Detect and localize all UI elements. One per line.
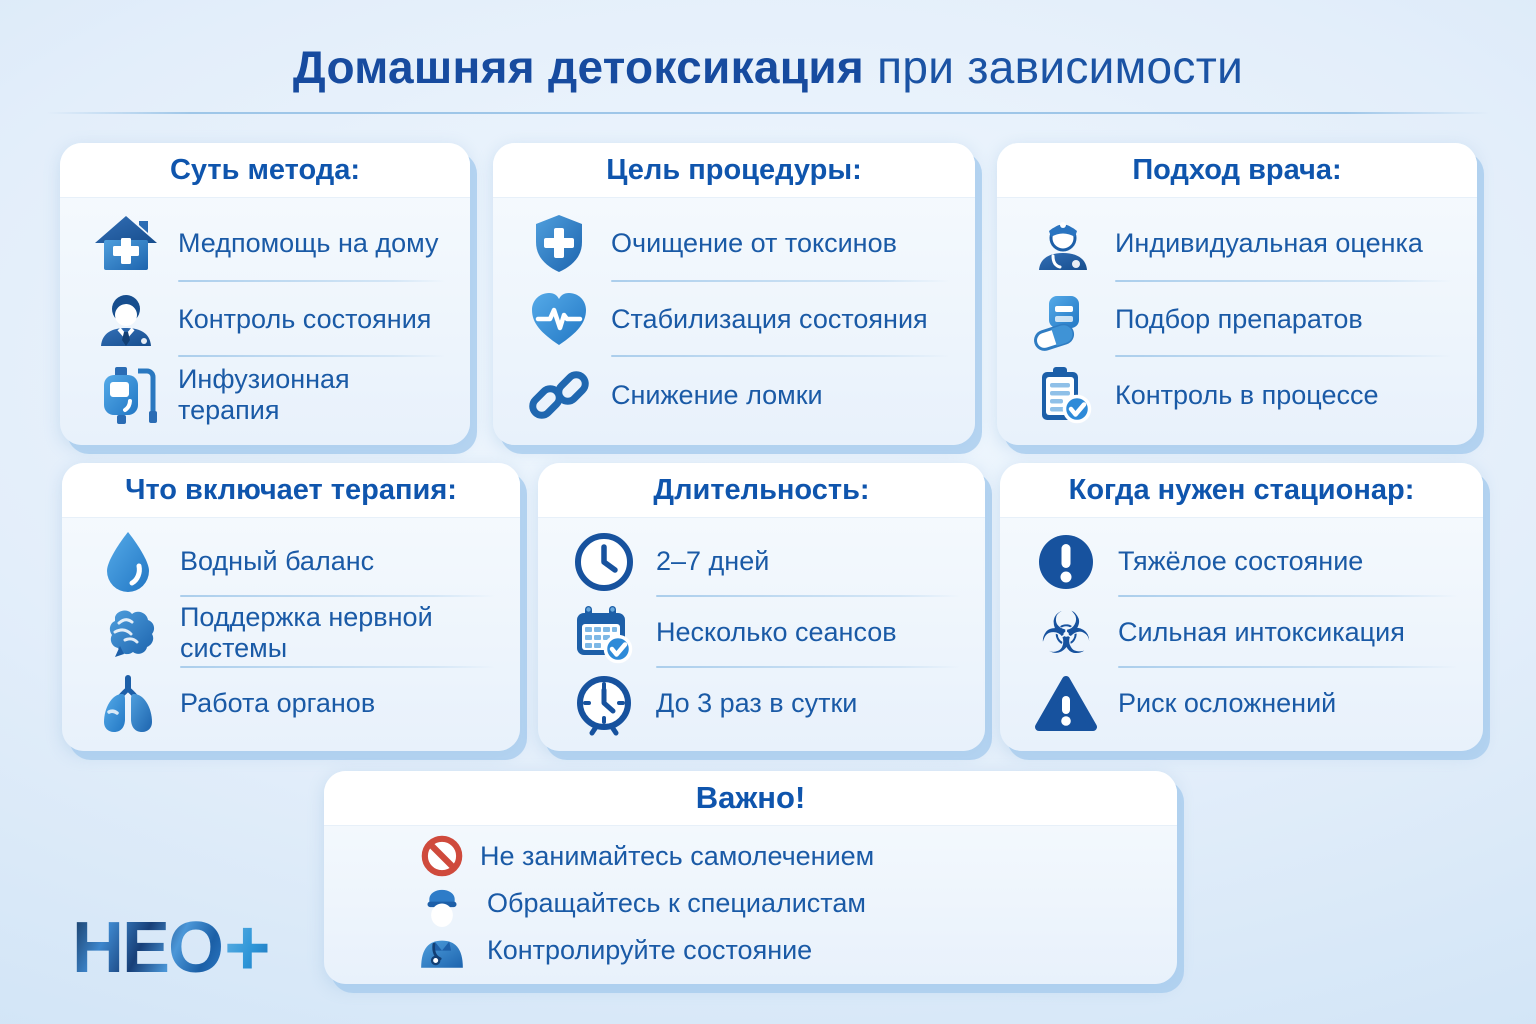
item-label: Сильная интоксикация <box>1118 617 1405 647</box>
card-body <box>324 826 1177 984</box>
doctor-icon <box>94 288 158 352</box>
brand-logo-plus-icon: + <box>224 903 271 992</box>
prohibition-icon <box>420 834 464 878</box>
item-label: Тяжёлое состояние <box>1118 546 1364 576</box>
brain-icon <box>96 601 160 665</box>
card-body <box>60 198 470 445</box>
item-label: Стабилизация состояния <box>611 304 928 334</box>
biohazard-icon: ☣ <box>1040 598 1092 667</box>
item-label: Очищение от токсинов <box>611 228 897 259</box>
card-hospital-needed <box>1000 463 1483 751</box>
exclamation-circle-icon <box>1034 530 1098 594</box>
card-title: Что включает терапия: <box>62 463 520 518</box>
item-label: Подбор препаратов <box>1115 304 1363 334</box>
list-item <box>1034 597 1461 668</box>
item-label: Риск осложнений <box>1118 688 1337 718</box>
item-label: Снижение ломки <box>611 379 823 410</box>
card-procedure-goal <box>493 143 975 445</box>
item-label: Поддержка нервной системы <box>180 601 433 663</box>
chain-icon <box>527 363 591 427</box>
pills-icon <box>1031 288 1095 352</box>
card-title: Важно! <box>324 771 1177 826</box>
item-label: Обращайтесь к специалистам <box>487 888 866 918</box>
list-item <box>94 357 448 433</box>
card-title: Цель процедуры: <box>493 143 975 198</box>
list-item <box>527 357 953 433</box>
list-item <box>94 206 448 282</box>
page-title <box>0 40 1536 94</box>
item-label: 2–7 дней <box>656 546 770 576</box>
item-label: Водный баланс <box>180 546 375 576</box>
list-item <box>96 668 498 739</box>
card-title: Длительность: <box>538 463 985 518</box>
card-duration <box>538 463 985 751</box>
list-item <box>1031 357 1455 433</box>
brand-logo-text: НЕО <box>72 908 223 988</box>
list-item <box>572 526 963 597</box>
card-title: Когда нужен стационар: <box>1000 463 1483 518</box>
brand-logo <box>72 903 271 992</box>
calendar-check-icon <box>572 601 636 665</box>
lungs-icon <box>96 672 160 736</box>
list-item <box>96 526 498 597</box>
card-doctor-approach <box>997 143 1477 445</box>
list-item <box>1031 282 1455 358</box>
card-body <box>1000 518 1483 751</box>
warning-triangle-icon <box>1034 672 1098 736</box>
card-title: Подход врача: <box>997 143 1477 198</box>
item-label: Контроль в процессе <box>1115 379 1379 410</box>
clock-icon <box>572 530 636 594</box>
item-label: Медпомощь на дому <box>178 228 439 259</box>
house-medical-icon <box>94 212 158 276</box>
list-item <box>527 206 953 282</box>
doctor-cap-icon <box>1031 212 1095 276</box>
item-label: Контролируйте состояние <box>487 935 813 965</box>
list-item <box>1031 206 1455 282</box>
card-title: Суть метода: <box>60 143 470 198</box>
clipboard-check-icon <box>1031 363 1095 427</box>
surgeon-icon <box>413 880 471 974</box>
card-body <box>538 518 985 751</box>
item-label: До 3 раз в сутки <box>656 688 858 718</box>
list-item <box>1034 526 1461 597</box>
card-body <box>493 198 975 445</box>
heart-pulse-icon <box>527 288 591 352</box>
item-label: Инфузионная терапия <box>178 364 350 426</box>
card-therapy-includes <box>62 463 520 751</box>
item-label: Не занимайтесь самолечением <box>480 840 875 871</box>
item-label: Индивидуальная оценка <box>1115 228 1423 259</box>
title-divider <box>46 112 1490 114</box>
list-item <box>96 597 498 668</box>
card-body <box>62 518 520 751</box>
card-important <box>324 771 1177 984</box>
clock-ticks-icon <box>572 672 636 736</box>
list-item <box>572 597 963 668</box>
item-label: Несколько сеансов <box>656 617 897 647</box>
page-title-rest: при зависимости <box>864 41 1244 93</box>
list-item <box>94 282 448 358</box>
iv-bag-icon <box>94 363 158 427</box>
list-item <box>420 832 1147 880</box>
page-title-bold: Домашняя детоксикация <box>292 41 865 93</box>
list-item-group <box>420 880 1147 974</box>
card-body <box>997 198 1477 445</box>
shield-cross-icon <box>527 212 591 276</box>
item-label: Контроль состояния <box>178 304 432 334</box>
item-label: Работа органов <box>180 688 376 718</box>
list-item-labels <box>487 880 866 974</box>
card-method-essence <box>60 143 470 445</box>
water-drop-icon <box>96 530 160 594</box>
list-item <box>572 668 963 739</box>
list-item <box>1034 668 1461 739</box>
list-item <box>527 282 953 358</box>
